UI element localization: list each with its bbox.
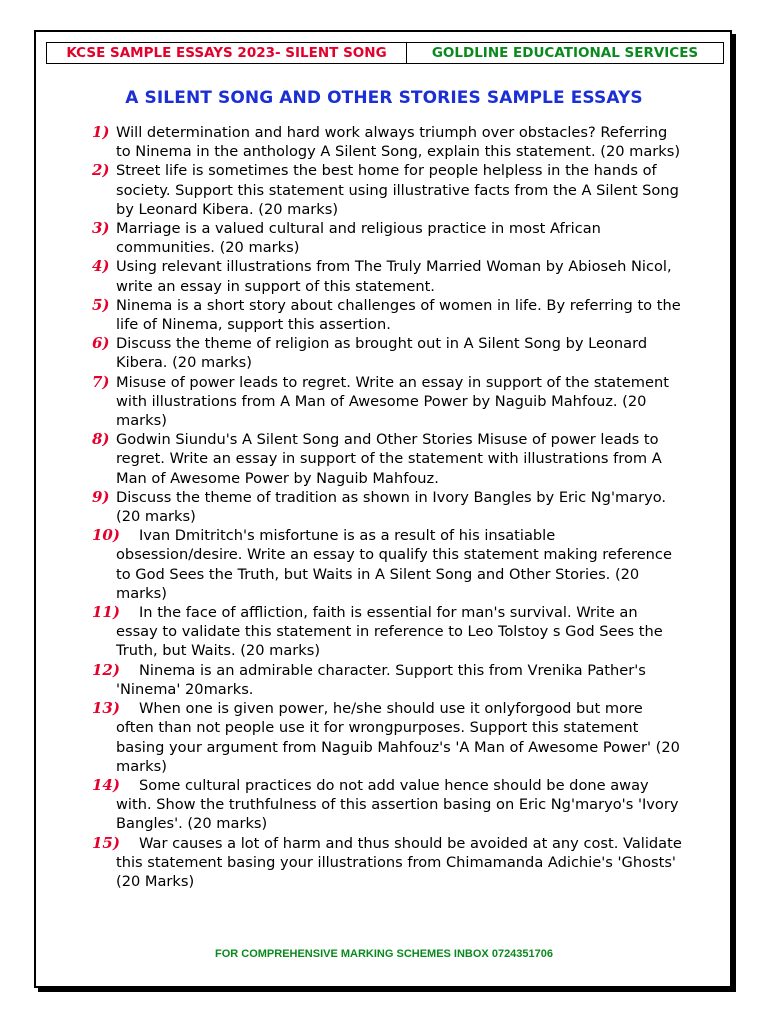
- question-number: 8): [92, 430, 110, 449]
- question-item: [92, 699, 682, 776]
- question-text: Godwin Siundu's A Silent Song and Other Stories Misuse of power leads to regret. Write an essay in support of the statement with illustrations from A Man of Awesome Power by Naguib Mahfouz.: [116, 431, 662, 487]
- question-number: 6): [92, 334, 110, 353]
- question-item: [92, 373, 682, 431]
- question-text: In the face of affliction, faith is essential for man's survival. Write an essay to validate this statement in reference to Leo Tolstoy s God Sees the Truth, but Waits. (20 marks): [116, 604, 663, 660]
- question-number: 11): [92, 603, 120, 622]
- question-item: [92, 488, 682, 526]
- question-number: 9): [92, 487, 110, 506]
- question-number: 13): [92, 699, 120, 718]
- question-text: Using relevant illustrations from The Truly Married Woman by Abioseh Nicol, write an essay in support of this statement.: [116, 258, 672, 295]
- question-item: [92, 776, 682, 834]
- question-text: Ninema is an admirable character. Support this from Vrenika Pather's 'Ninema' 20marks.: [116, 661, 646, 698]
- question-number: 10): [92, 526, 120, 545]
- header-bar: [46, 42, 724, 64]
- question-item: [92, 219, 682, 257]
- question-item: [92, 334, 682, 372]
- question-number: 15): [92, 833, 120, 852]
- question-text: Discuss the theme of religion as brought out in A Silent Song by Leonard Kibera. (20 marks): [116, 335, 648, 372]
- question-item: [92, 430, 682, 488]
- question-number: 14): [92, 775, 120, 794]
- question-text: Misuse of power leads to regret. Write an essay in support of the statement with illustrations from A Man of Awesome Power by Naguib Mahfouz. (20 marks): [116, 373, 669, 430]
- question-item: [92, 603, 682, 661]
- question-text: Discuss the theme of tradition as shown in Ivory Bangles by Eric Ng'maryo. (20 marks): [116, 488, 667, 526]
- question-item: [92, 257, 682, 295]
- question-number: 2): [92, 161, 110, 180]
- footer-note: FOR COMPREHENSIVE MARKING SCHEMES INBOX 0724351706: [214, 948, 554, 960]
- question-item: [92, 161, 682, 219]
- question-text: Will determination and hard work always triumph over obstacles? Referring to Ninema in the anthology A Silent Song, explain this statement. (20 marks): [116, 124, 681, 161]
- header-left-title: KCSE SAMPLE ESSAYS 2023- SILENT SONG: [47, 43, 407, 63]
- question-list: [92, 123, 682, 891]
- question-text: Marriage is a valued cultural and religious practice in most African communities. (20 marks): [116, 220, 601, 257]
- question-text: Ivan Dmitritch's misfortune is as a result of his insatiable obsession/desire. Write an essay to qualify this statement making reference to God Sees the Truth, but Waits in A Silent Song and Other Stories. (20 marks): [116, 527, 672, 602]
- question-item: [92, 296, 682, 334]
- question-item: [92, 834, 682, 892]
- question-text: Some cultural practices do not add value hence should be done away with. Show the truthfulness of this assertion basing on Eric Ng'maryo's 'Ivory Bangles'. (20 marks): [116, 776, 679, 833]
- question-text: Street life is sometimes the best home for people helpless in the hands of society. Support this statement using illustrative facts from the A Silent Song by Leonard Kibera. (20 marks): [116, 162, 679, 218]
- document-title: A SILENT SONG AND OTHER STORIES SAMPLE ESSAYS: [125, 88, 643, 108]
- question-item: [92, 661, 682, 699]
- question-item: [92, 123, 682, 161]
- question-number: 1): [92, 123, 110, 141]
- question-number: 4): [92, 257, 110, 276]
- header-right-title: GOLDLINE EDUCATIONAL SERVICES: [431, 45, 699, 61]
- question-text: Ninema is a short story about challenges of women in life. By referring to the life of Ninema, support this assertion.: [116, 296, 681, 334]
- question-number: 3): [92, 219, 110, 238]
- question-number: 5): [92, 295, 110, 314]
- question-text: When one is given power, he/she should use it onlyforgood but more often than not people use it for wrongpurposes. Support this statement basing your argument from Naguib Mahfouz's 'A Man of Awesome Power' (20 marks): [116, 700, 680, 775]
- question-item: [92, 526, 682, 603]
- question-number: 12): [92, 660, 120, 679]
- question-number: 7): [92, 372, 110, 391]
- question-text: War causes a lot of harm and thus should be avoided at any cost. Validate this statement basing your illustrations from Chimamanda Adichie's 'Ghosts' (20 Marks): [116, 834, 682, 890]
